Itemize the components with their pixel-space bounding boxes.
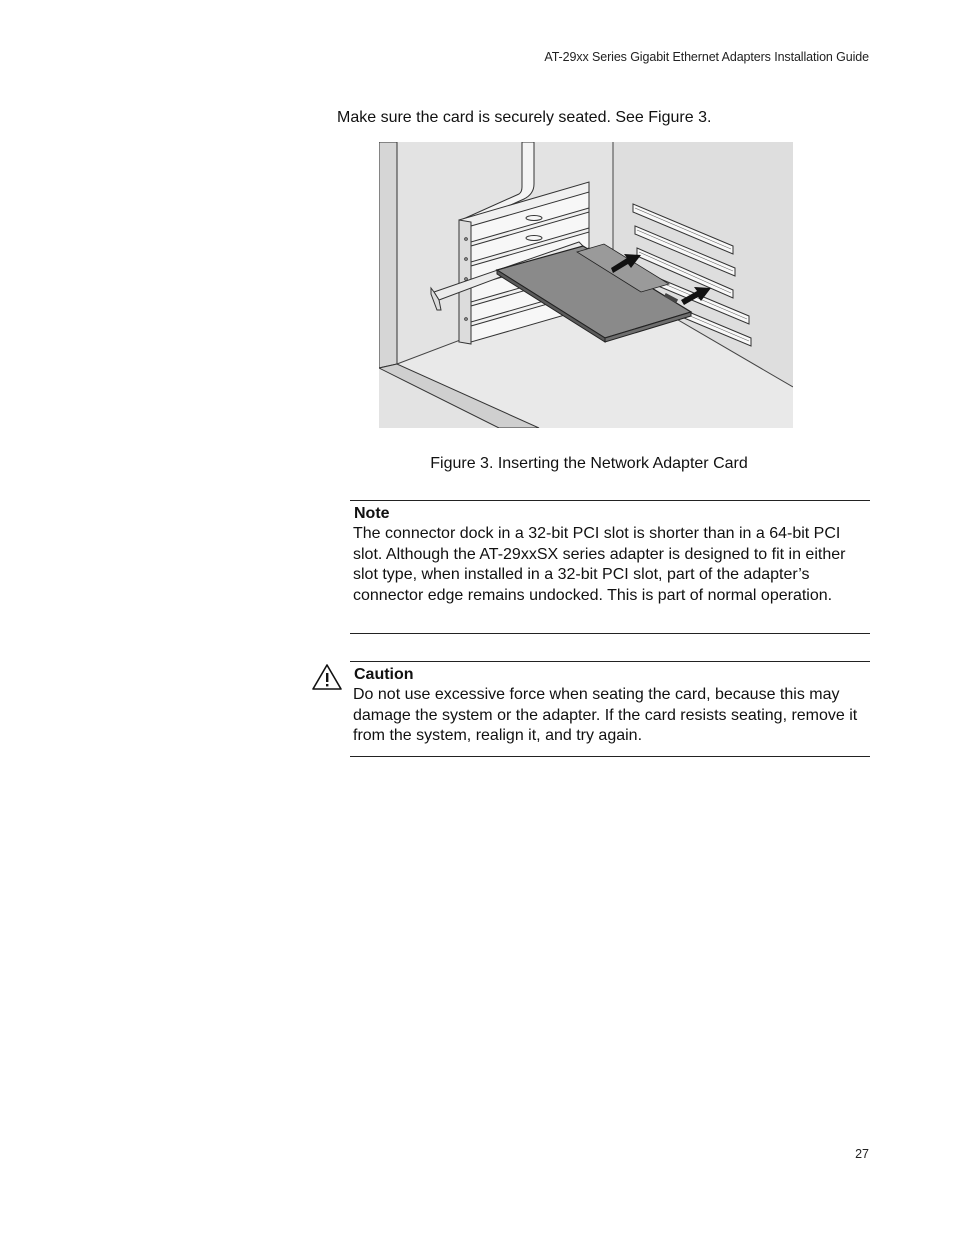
caution-title: Caution <box>354 666 414 683</box>
note-box <box>350 500 870 634</box>
running-header: AT-29xx Series Gigabit Ethernet Adapters Installation Guide <box>544 50 869 64</box>
caution-box <box>350 661 870 757</box>
note-text: The connector dock in a 32-bit PCI slot is shorter than in a 64-bit PCI slot. Although the AT-29xxSX series adapter is designed to fit in either slot type, when installed in a 32-bit PCI slot, part of the adapter’s connector edge remains undocked. This is part of normal operation. <box>353 525 846 604</box>
caution-text: Do not use excessive force when seating the card, because this may damage the system or the adapter. If the card resists seating, remove it from the system, realign it, and try again. <box>353 686 858 744</box>
figure-inserting-card <box>379 142 793 428</box>
warning-triangle-icon <box>311 663 343 691</box>
note-title: Note <box>354 505 390 522</box>
intro-paragraph: Make sure the card is securely seated. See Figure 3. <box>337 109 712 126</box>
page-number: 27 <box>855 1147 869 1161</box>
figure-caption: Figure 3. Inserting the Network Adapter Card <box>430 455 748 472</box>
card-insertion-illustration <box>379 142 793 428</box>
